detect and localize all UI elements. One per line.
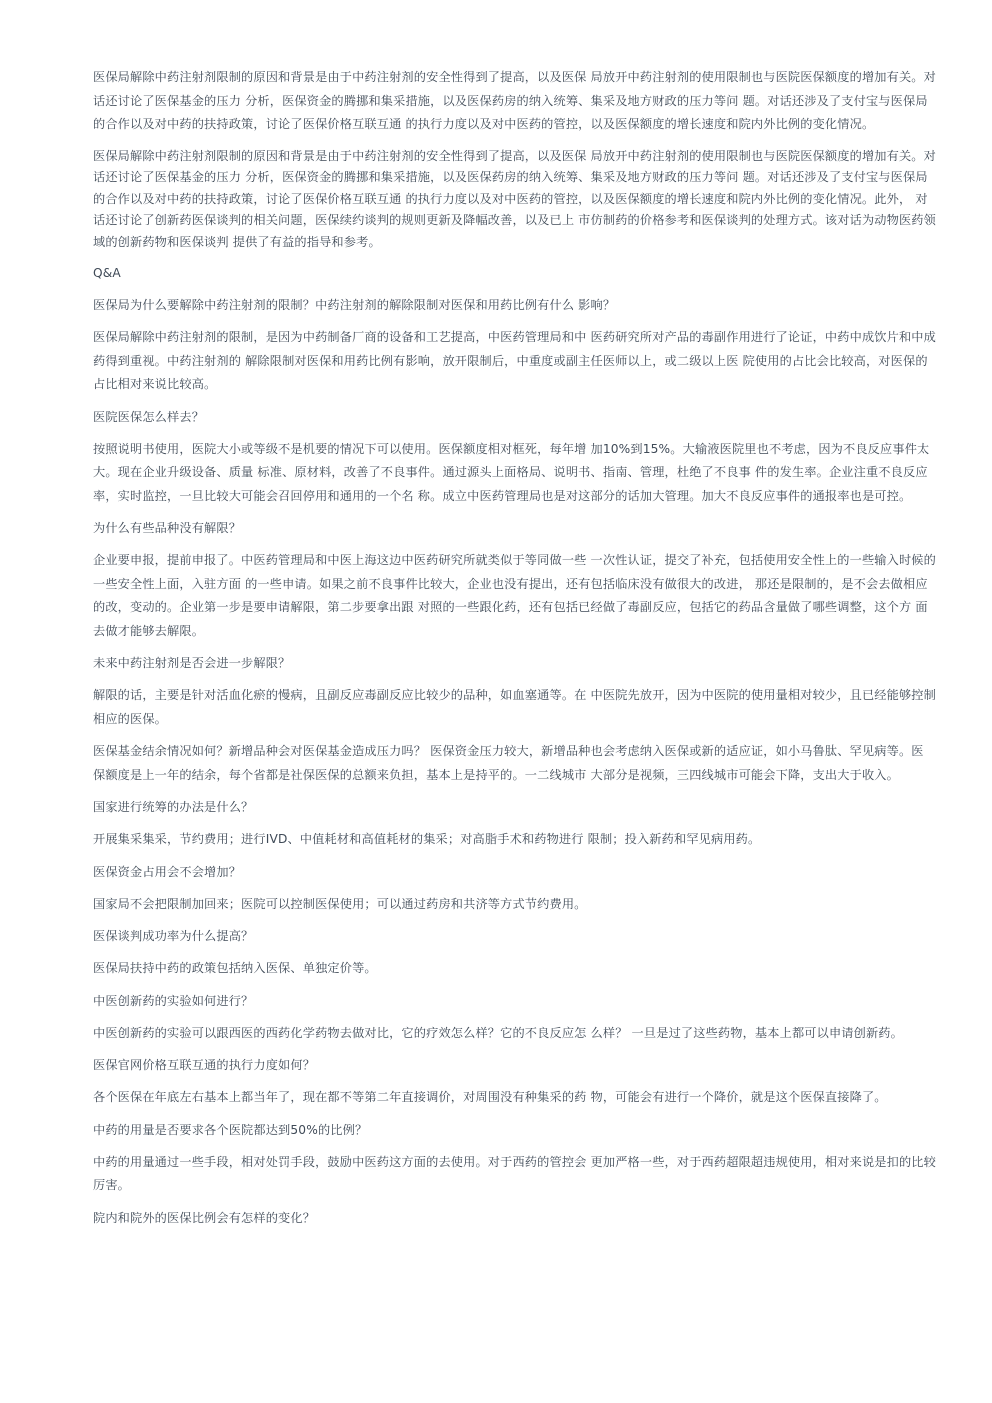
question-4: 未来中药注射剂是否会进一步解限？ xyxy=(93,656,291,670)
answer-10: 各个医保在年底左右基本上都当年了，现在都不等第二年直接调价，对周围没有种集采的药 物，可能会有进行一个降价，就是这个医保直接降了。 xyxy=(93,1090,887,1104)
answer-1: 医保局解除中药注射剂的限制，是因为中药制备厂商的设备和工艺提高，中医药管理局和中 医药研究所对产品的毒副作用进行了论证，中药中成饮片和中成药得到重视。中药注射剂的 解除限制对医保和用药比例有影响，放开限制后，中重度或副主任医师以上，或二级以上医 院使用的占比会比较高，对医保的占比相对来说比较高。 xyxy=(93,330,936,391)
question-10: 医保官网价格互联互通的执行力度如何？ xyxy=(93,1058,316,1072)
document-page xyxy=(93,66,938,1239)
qa-heading: Q&A xyxy=(93,266,121,280)
answer-2: 按照说明书使用，医院大小或等级不是机要的情况下可以使用。医保额度相对框死，每年增 加10%到15%。大输液医院里也不考虑，因为不良反应事件太大。现在企业升级设备、质量 标准、原材料，改善了不良事件。通过源头上面格局、说明书、指南、管理，杜绝了不良事 件的发生率。企业注重不良反应率，实时监控，一旦比较大可能会召回停用和通用的一个名 称。成立中医药管理局也是对这部分的话加大管理。加大不良反应事件的通报率也是可控。 xyxy=(93,441,930,503)
answer-9: 中医创新药的实验可以跟西医的西药化学药物去做对比，它的疗效怎么样？它的不良反应怎 么样？ 一旦是过了这些药物，基本上都可以申请创新药。 xyxy=(93,1025,903,1040)
summary-paragraph-2: 医保局解除中药注射剂限制的原因和背景是由于中药注射剂的安全性得到了提高，以及医保 局放开中药注射剂的使用限制也与医院医保额度的增加有关。对话还讨论了医保基金的压力 分析，医保资金的腾挪和集采措施，以及医保药房的纳入统筹、集采及地方财政的压力等问 题。对话还涉及了支付宝与医保局的合作以及对中药的扶持政策，讨论了医保价格互联互通 的执行力度以及对中医药的管控，以及医保额度的增长速度和院内外比例的变化情况。此外， 对话还讨论了创新药医保谈判的相关问题，医保续约谈判的规则更新及降幅改善，以及已上 市仿制药的价格参考和医保谈判的处理方式。该对话为动物医药领域的创新药物和医保谈判 提供了有益的指导和参考。 xyxy=(93,148,936,249)
question-8: 医保谈判成功率为什么提高？ xyxy=(93,929,254,943)
answer-6: 开展集采集采，节约费用；进行IVD、中值耗材和高值耗材的集采；对高脂手术和药物进行 限制；投入新药和罕见病用药。 xyxy=(93,832,761,846)
question-6: 国家进行统筹的办法是什么？ xyxy=(93,800,254,814)
question-11: 中药的用量是否要求各个医院都达到50%的比例？ xyxy=(93,1122,368,1137)
summary-paragraph-1: 医保局解除中药注射剂限制的原因和背景是由于中药注射剂的安全性得到了提高，以及医保 局放开中药注射剂的使用限制也与医院医保额度的增加有关。对话还讨论了医保基金的压力 分析，医保资金的腾挪和集采措施，以及医保药房的纳入统筹、集采及地方财政的压力等问 题。对话还涉及了支付宝与医保局的合作以及对中药的扶持政策，讨论了医保价格互联互通 的执行力度以及对中医药的管控，以及医保额度的增长速度和院内外比例的变化情况。 xyxy=(93,70,936,131)
question-1: 医保局为什么要解除中药注射剂的限制？中药注射剂的解除限制对医保和用药比例有什么 影响？ xyxy=(93,298,616,312)
question-9: 中医创新药的实验如何进行？ xyxy=(93,993,254,1008)
question-12: 院内和院外的医保比例会有怎样的变化？ xyxy=(93,1210,316,1225)
answer-5: 医保基金结余情况如何？新增品种会对医保基金造成压力吗？ 医保资金压力较大，新增品种也会考虑纳入医保或新的适应证，如小马鲁肽、罕见病等。医 保额度是上一年的结余，每个省都是社保医保的总额来负担，基本上是持平的。一二线城市 大部分是视频，三四线城市可能会下降，支出大于收入。 xyxy=(93,744,924,782)
question-2: 医院医保怎么样去？ xyxy=(93,409,205,424)
question-7: 医保资金占用会不会增加？ xyxy=(93,864,242,879)
answer-7: 国家局不会把限制加回来；医院可以控制医保使用；可以通过药房和共济等方式节约费用。 xyxy=(93,896,587,911)
answer-8: 医保局扶持中药的政策包括纳入医保、单独定价等。 xyxy=(93,961,377,975)
answer-3: 企业要申报，提前申报了。中医药管理局和中医上海这边中医药研究所就类似于等同做一些 一次性认证，提交了补充，包括使用安全性上的一些输入时候的一些安全性上面，入驻方面 的一些申请。如果之前不良事件比较大，企业也没有提出，还有包括临床没有做很大的改进， 那还是限制的，是不会去做相应的改，变动的。企业第一步是要申请解限，第二步要拿出跟 对照的一些跟化药，还有包括已经做了毒副反应，包括它的药品含量做了哪些调整，这个方 面去做才能够去解限。 xyxy=(93,553,936,638)
answer-4: 解限的话，主要是针对活血化瘀的慢病，且副反应毒副反应比较少的品种，如血塞通等。在 中医院先放开，因为中医院的使用量相对较少，且已经能够控制相应的医保。 xyxy=(93,688,936,726)
answer-11: 中药的用量通过一些手段，相对处罚手段，鼓励中医药这方面的去使用。对于西药的管控会 更加严格一些，对于西药超限超违规使用，相对来说是扣的比较厉害。 xyxy=(93,1154,936,1192)
question-3: 为什么有些品种没有解限？ xyxy=(93,521,242,535)
